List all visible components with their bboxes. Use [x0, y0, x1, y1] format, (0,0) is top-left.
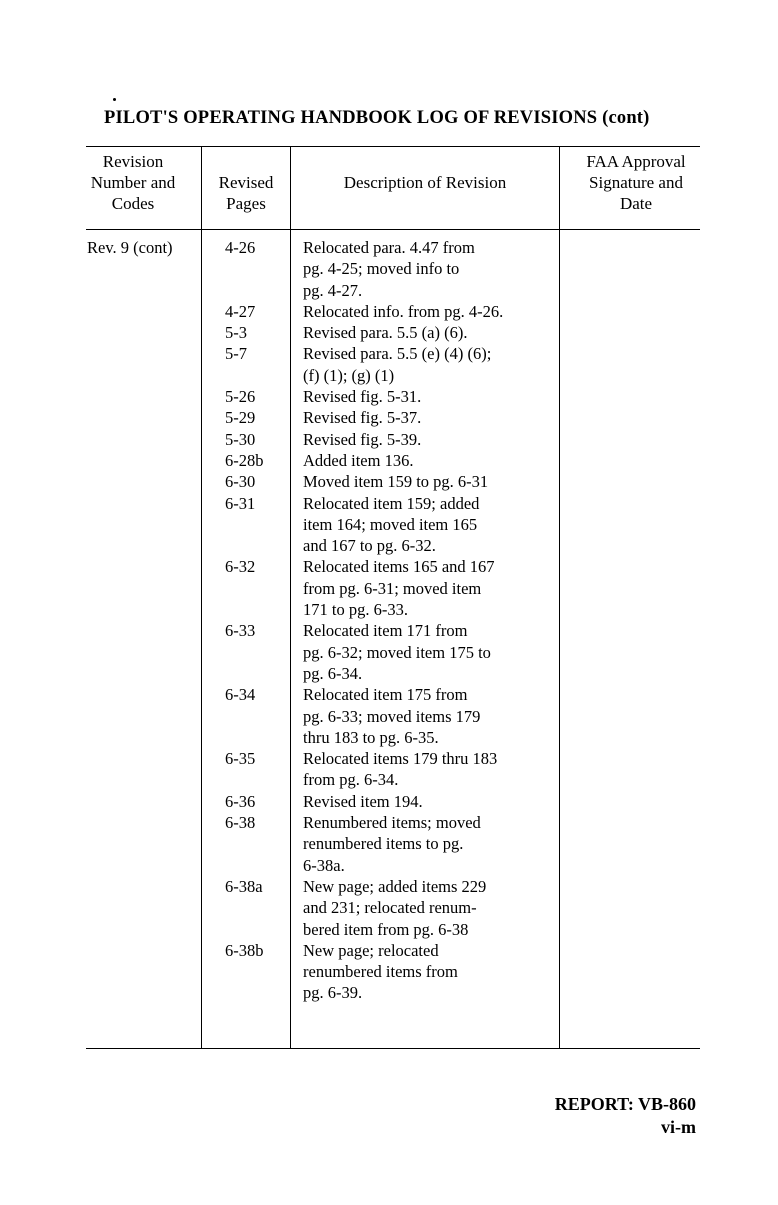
revised-page-entry: 6-33 [225, 621, 256, 641]
revised-page-entry: 5-29 [225, 408, 256, 428]
revised-page-entry [225, 365, 264, 386]
revised-page-entry [225, 919, 264, 940]
description-line: Relocated info. from pg. 4-26. [303, 301, 504, 321]
header-faa-approval: FAA Approval Signature and Date [586, 152, 686, 213]
description-line: Relocated item 159; added [303, 493, 480, 513]
revised-page-entry [225, 578, 264, 599]
description-line: Added item 136. [303, 450, 414, 470]
revised-pages-column [225, 237, 264, 961]
revised-page-entry [225, 855, 264, 876]
description-line: Moved item 159 to pg. 6-31 [303, 472, 489, 492]
revised-page-entry: 6-34 [225, 685, 256, 705]
description-line: renumbered items to pg. [303, 834, 464, 854]
description-line: Relocated items 179 thru 183 [303, 749, 498, 769]
revised-page-entry: 6-38 [225, 813, 256, 833]
column-divider-1 [201, 146, 202, 1048]
description-line: (f) (1); (g) (1) [303, 365, 395, 385]
revised-page-entry: 5-26 [225, 387, 256, 407]
revised-page-entry [225, 535, 264, 556]
column-divider-2 [290, 146, 291, 1048]
revised-page-entry: 6-32 [225, 557, 256, 577]
revised-page-entry [225, 706, 264, 727]
revised-page-entry: 5-30 [225, 429, 256, 449]
description-line: 171 to pg. 6-33. [303, 600, 408, 620]
description-line: Relocated items 165 and 167 [303, 557, 495, 577]
description-line: Relocated para. 4.47 from [303, 238, 475, 257]
print-speck [113, 98, 116, 101]
description-line: Revised fig. 5-31. [303, 387, 422, 407]
description-line: and 167 to pg. 6-32. [303, 536, 436, 556]
revised-page-entry: 6-31 [225, 493, 256, 513]
revised-page-entry [225, 280, 264, 301]
revised-page-entry [225, 897, 264, 918]
revised-page-entry [225, 642, 264, 663]
description-line: pg. 6-34. [303, 663, 363, 683]
revised-page-entry: 6-36 [225, 791, 256, 811]
revised-page-entry: 5-3 [225, 323, 247, 343]
description-line: Relocated item 175 from [303, 685, 468, 705]
revised-page-entry [225, 514, 264, 535]
revised-page-entry: 4-26 [225, 238, 256, 257]
description-line: pg. 6-32; moved item 175 to [303, 642, 491, 662]
revision-code-cell: Rev. 9 (cont) [87, 238, 173, 257]
revised-page-entry: 6-28b [225, 450, 264, 470]
revised-page-entry [225, 599, 264, 620]
page-title: PILOT'S OPERATING HANDBOOK LOG OF REVISIONS (cont) [104, 108, 650, 128]
table-bottom-rule [86, 1048, 700, 1049]
header-revision-number: Revision Number and Codes [90, 152, 176, 213]
description-line: Revised fig. 5-37. [303, 408, 422, 428]
revised-page-entry: 4-27 [225, 301, 256, 321]
description-line: 6-38a. [303, 855, 345, 875]
revised-page-entry [225, 833, 264, 854]
description-line: pg. 4-27. [303, 280, 363, 300]
description-line: thru 183 to pg. 6-35. [303, 727, 439, 747]
description-line: Revised fig. 5-39. [303, 429, 422, 449]
description-line: Revised para. 5.5 (e) (4) (6); [303, 344, 492, 364]
report-number: REPORT: VB-860 [554, 1094, 696, 1114]
header-description: Description of Revision [343, 173, 507, 192]
revised-page-entry [225, 769, 264, 790]
description-column [303, 237, 503, 1004]
page-number: vi-m [661, 1117, 696, 1137]
revised-page-entry: 6-35 [225, 749, 256, 769]
header-revised-pages: Revised Pages [218, 173, 274, 213]
description-line: Renumbered items; moved [303, 813, 481, 833]
description-line: pg. 6-39. [303, 983, 363, 1003]
revised-page-entry [225, 663, 264, 684]
description-line: Revised item 194. [303, 791, 423, 811]
description-line: pg. 6-33; moved items 179 [303, 706, 481, 726]
revised-page-entry: 5-7 [225, 344, 247, 364]
revised-page-entry: 6-30 [225, 472, 256, 492]
description-line: New page; added items 229 [303, 876, 487, 896]
revised-page-entry [225, 727, 264, 748]
description-line: bered item from pg. 6-38 [303, 919, 469, 939]
description-line: from pg. 6-34. [303, 770, 399, 790]
table-top-rule [86, 146, 700, 147]
header-bottom-rule [86, 229, 700, 230]
description-line: pg. 4-25; moved info to [303, 259, 460, 279]
description-line: and 231; relocated renum- [303, 898, 477, 918]
description-line: from pg. 6-31; moved item [303, 578, 482, 598]
description-line: New page; relocated [303, 940, 439, 960]
description-line: renumbered items from [303, 962, 458, 982]
revised-page-entry [225, 258, 264, 279]
revised-page-entry: 6-38a [225, 876, 263, 896]
column-divider-3 [559, 146, 560, 1048]
revised-page-entry: 6-38b [225, 940, 264, 960]
description-line: Revised para. 5.5 (a) (6). [303, 323, 468, 343]
description-line: item 164; moved item 165 [303, 514, 478, 534]
description-line: Relocated item 171 from [303, 621, 468, 641]
